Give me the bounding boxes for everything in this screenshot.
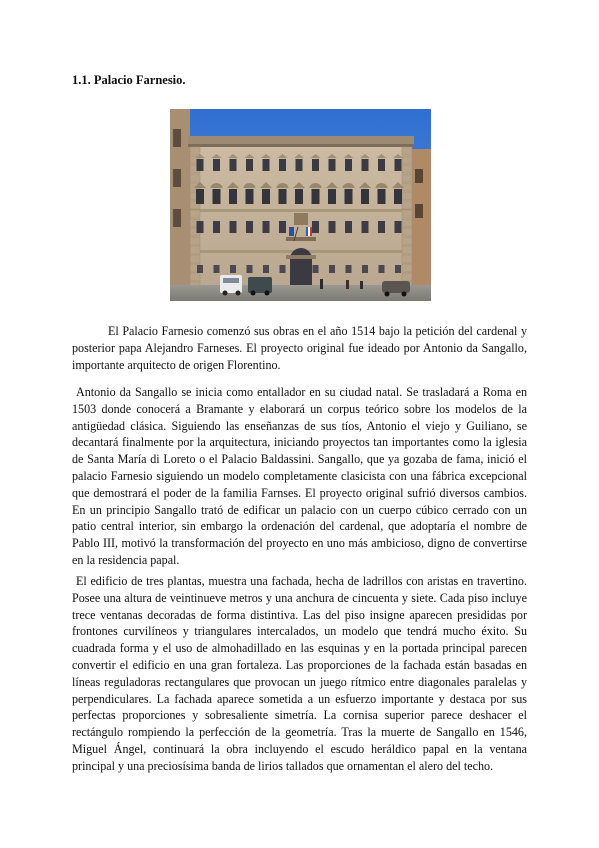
window-low xyxy=(279,221,286,233)
paragraph-intro: El Palacio Farnesio comenzó sus obras en el año 1514 bajo la petición del cardenal y posterior papa Alejandro Farneses. El proyecto original fue ideado por Antonio da Sangallo, importante arquitecto de origen Florentino. xyxy=(72,324,527,372)
window-basement xyxy=(214,265,220,273)
window-mid xyxy=(246,189,254,204)
window-mid xyxy=(279,189,287,204)
window-basement xyxy=(280,265,286,273)
window-mid xyxy=(196,189,204,204)
window-low xyxy=(230,221,237,233)
window-top xyxy=(395,159,402,171)
paragraph-facade: El edificio de tres plantas, muestra una fachada, hecha de ladrillos con aristas en travertino. Posee una altura de veintinueve metros y una anchura de cincuenta y siete. Cada piso incluye trece ventanas decoradas de forma distintiva. Las del piso insigne aparecen presididas por frontones curvilíneos y triangulares intercalados, un modelo que tendrá mucho éxito. Su cuadrada forma y el uso de almohadillado en las esquinas y en la portada principal parecen convertir el edificio en una gran fortaleza. Las proporciones de la fachada están basadas en líneas reguladoras rectangulares que provocan un juego rítmico entre diagonales paralelas y perpendiculares. La fachada aparece sometida a un esfuerzo importante y destaca por sus perfectas proporciones y sobresaliente simetría. La cornisa superior parece deshacer el rectángulo rompiendo la perfección de la geometría. Tras la muerte de Sangallo en 1546, Miguel Ángel, continuará la obra incluyendo el escudo heráldico papal en la ventana principal y una preciosísima banda de lirios tallados que ornamentan el alero del techo. xyxy=(72,574,527,773)
portal xyxy=(290,259,312,289)
window-low xyxy=(213,221,220,233)
window-top xyxy=(345,159,352,171)
window-low xyxy=(329,221,336,233)
window-mid xyxy=(361,189,369,204)
balcony xyxy=(286,237,316,241)
pedestrian xyxy=(320,279,323,289)
window-mid xyxy=(312,189,320,204)
window-low xyxy=(378,221,385,233)
window-basement xyxy=(263,265,269,273)
window-mid xyxy=(345,189,353,204)
window-mid xyxy=(262,189,270,204)
paragraph-sangallo: Antonio da Sangallo se inicia como entallador en su ciudad natal. Se trasladará a Roma en 1503 donde conocerá a Bramante y elaborará un corpus teórico sobre los modelos de la antigüedad clásica. Siguiendo las enseñanzas de sus tíos, Antonio el viejo y Guiliano, se decantará finalmente por la arquitectura, iniciando proyectos tan importantes como la iglesia de Santa María di Loreto o el Palacio Baldassini. Sangallo, que ya gozaba de fama, inició el palacio Farnesio siguiendo un modelo completamente clasicista con una fábrica excepcional que demostrará el poder de la familia Farnses. El proyecto original sufrió diversos cambios. En un principio Sangallo trató de edificar un palacio con un cuerpo cúbico cerrado con un patio central interior, sin embargo la ordenación del cardenal, que adoptaría el nombre de Pablo III, motivó la transformación del proyecto en uno más ambicioso, digno de convertirse en la residencia papal. xyxy=(72,385,527,567)
window-mid xyxy=(394,189,402,204)
window-basement xyxy=(247,265,253,273)
palazzo-farnese-photo xyxy=(170,109,431,301)
coat-of-arms xyxy=(294,213,308,225)
window-basement xyxy=(346,265,352,273)
flag-blue xyxy=(289,227,294,236)
window-low xyxy=(197,221,204,233)
window-basement xyxy=(379,265,385,273)
window-basement xyxy=(313,265,319,273)
window-basement xyxy=(362,265,368,273)
window-mid xyxy=(295,189,303,204)
window-top xyxy=(263,159,270,171)
window-low xyxy=(395,221,402,233)
window-basement xyxy=(230,265,236,273)
window-mid xyxy=(328,189,336,204)
window-basement xyxy=(395,265,401,273)
window-top xyxy=(312,159,319,171)
window-top xyxy=(230,159,237,171)
window-basement xyxy=(197,265,203,273)
window-mid xyxy=(378,189,386,204)
window-top xyxy=(197,159,204,171)
cornice xyxy=(188,136,414,144)
window-low xyxy=(263,221,270,233)
window-mid xyxy=(229,189,237,204)
white-van xyxy=(220,275,242,293)
window-low xyxy=(312,221,319,233)
window-top xyxy=(296,159,303,171)
window-basement xyxy=(329,265,335,273)
window-top xyxy=(213,159,220,171)
car-right xyxy=(382,281,410,293)
window-top xyxy=(378,159,385,171)
window-low xyxy=(362,221,369,233)
window-low xyxy=(246,221,253,233)
window-top xyxy=(279,159,286,171)
window-low xyxy=(345,221,352,233)
window-top xyxy=(246,159,253,171)
window-top xyxy=(362,159,369,171)
section-heading: 1.1. Palacio Farnesio. xyxy=(72,73,186,87)
facade-photo-drawing xyxy=(170,109,431,301)
window-mid xyxy=(213,189,221,204)
dark-van xyxy=(248,277,272,293)
window-top xyxy=(329,159,336,171)
